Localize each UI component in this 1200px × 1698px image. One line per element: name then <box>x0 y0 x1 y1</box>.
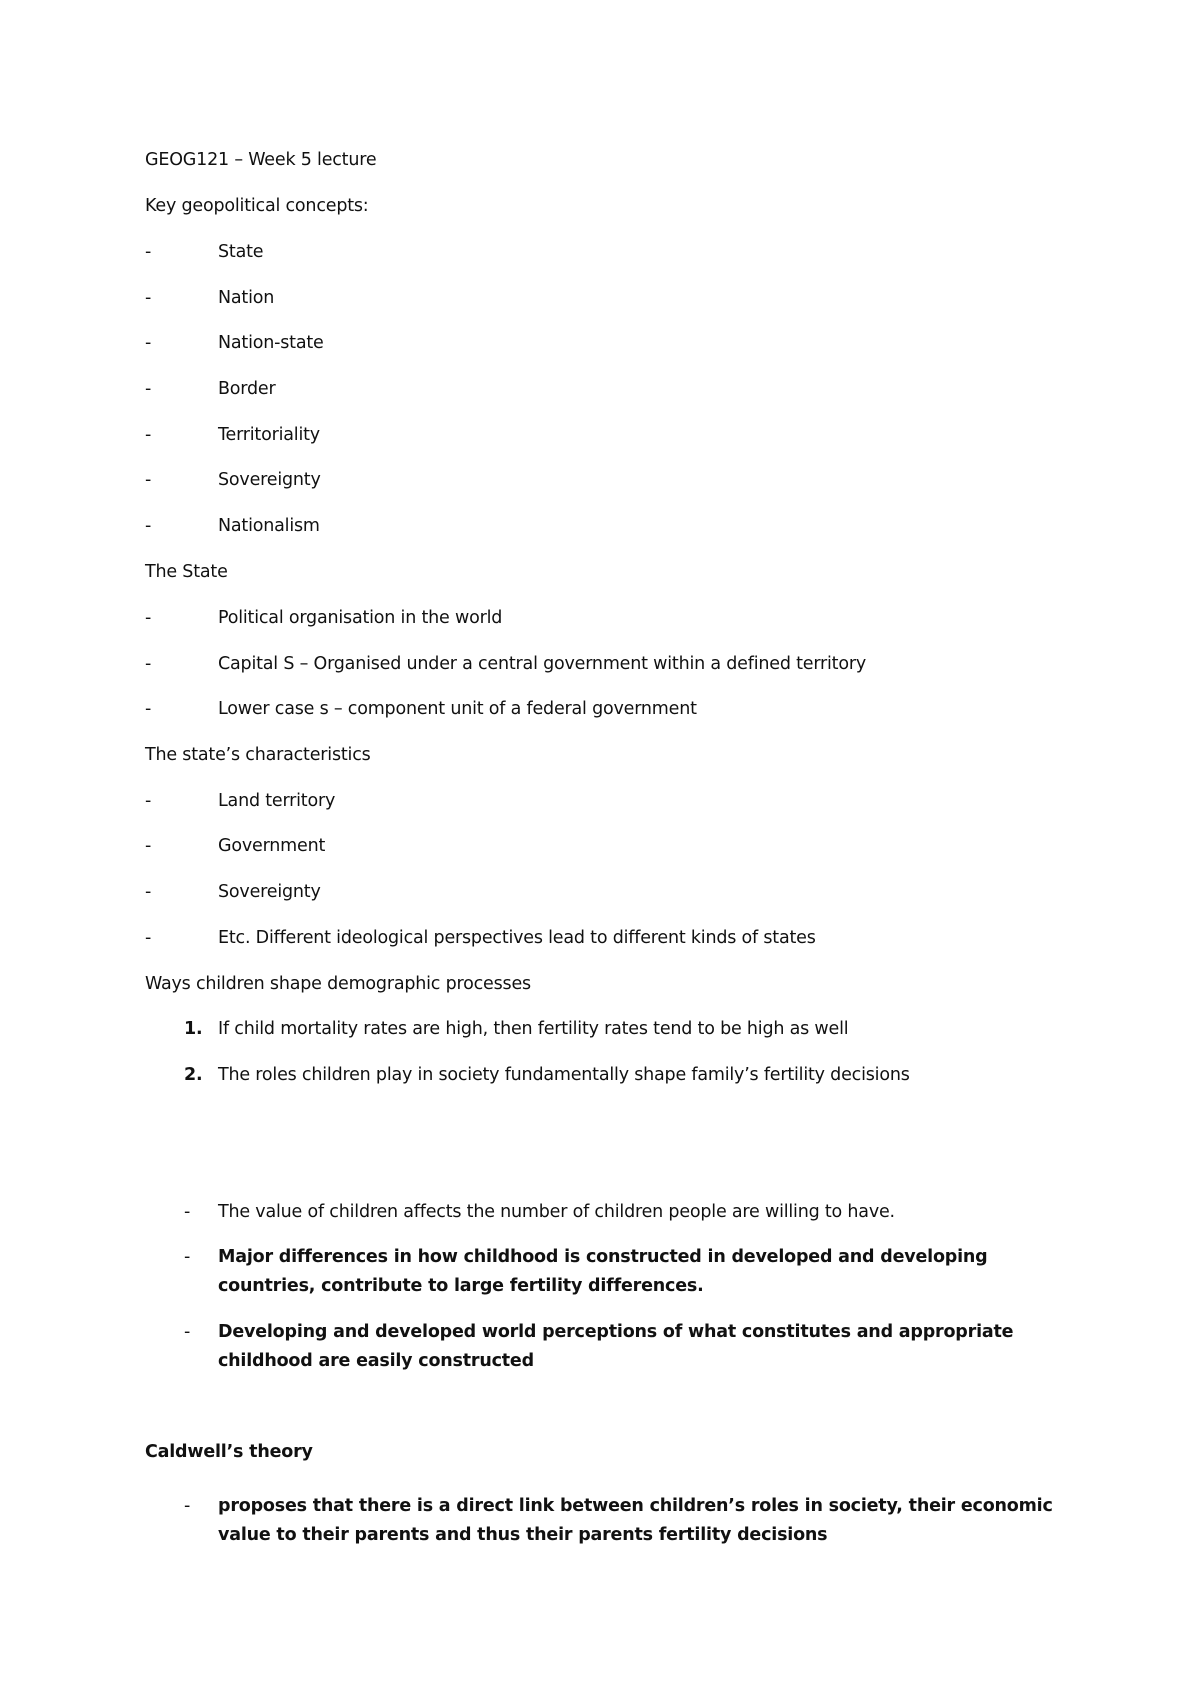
bullet-dash: - <box>145 836 152 856</box>
caldwell-heading: Caldwell’s theory <box>145 1442 313 1462</box>
characteristic-item: Government <box>218 836 326 856</box>
bullet-dash: - <box>145 699 152 719</box>
value-item: The value of children affects the number of children people are willing to have. <box>218 1202 895 1222</box>
document-title: GEOG121 – Week 5 lecture <box>145 150 377 170</box>
bullet-dash: - <box>184 1322 191 1342</box>
concept-item: State <box>218 242 264 262</box>
characteristics-heading: The state’s characteristics <box>145 745 371 765</box>
characteristic-item: Etc. Different ideological perspectives lead to different kinds of states <box>218 928 816 948</box>
characteristic-item: Land territory <box>218 791 336 811</box>
bullet-dash: - <box>145 608 152 628</box>
bullet-dash: - <box>145 333 152 353</box>
bullet-dash: - <box>145 654 152 674</box>
bullet-dash: - <box>145 242 152 262</box>
concepts-intro: Key geopolitical concepts: <box>145 196 369 216</box>
bullet-dash: - <box>184 1202 191 1222</box>
concept-item: Nation-state <box>218 333 324 353</box>
state-item: Political organisation in the world <box>218 608 503 628</box>
bullet-dash: - <box>184 1247 191 1267</box>
bullet-dash: - <box>145 882 152 902</box>
numbered-item: The roles children play in society fundamentally shape family’s fertility decisions <box>218 1065 910 1085</box>
state-item: Capital S – Organised under a central government within a defined territory <box>218 654 866 674</box>
bullet-dash: - <box>145 928 152 948</box>
list-number: 2. <box>184 1065 203 1085</box>
concept-item: Territoriality <box>218 425 320 445</box>
children-heading: Ways children shape demographic processes <box>145 974 531 994</box>
concept-item: Nationalism <box>218 516 320 536</box>
bullet-dash: - <box>145 470 152 490</box>
concept-item: Nation <box>218 288 275 308</box>
state-item: Lower case s – component unit of a federal government <box>218 699 697 719</box>
concept-item: Sovereignty <box>218 470 321 490</box>
list-number: 1. <box>184 1019 203 1039</box>
characteristic-item: Sovereignty <box>218 882 321 902</box>
state-heading: The State <box>145 562 228 582</box>
bullet-dash: - <box>184 1496 191 1516</box>
concept-item: Border <box>218 379 276 399</box>
bold-item: Major differences in how childhood is constructed in developed and developing countries, contribute to large fertility differences. <box>218 1247 988 1296</box>
numbered-item: If child mortality rates are high, then fertility rates tend to be high as well <box>218 1019 849 1039</box>
bullet-dash: - <box>145 516 152 536</box>
caldwell-item: proposes that there is a direct link between children’s roles in society, their economic value to their parents and thus their parents fertility decisions <box>218 1496 1053 1545</box>
bullet-dash: - <box>145 379 152 399</box>
bold-item: Developing and developed world perceptions of what constitutes and appropriate childhood are easily constructed <box>218 1322 1014 1371</box>
bullet-dash: - <box>145 425 152 445</box>
bullet-dash: - <box>145 791 152 811</box>
bullet-dash: - <box>145 288 152 308</box>
